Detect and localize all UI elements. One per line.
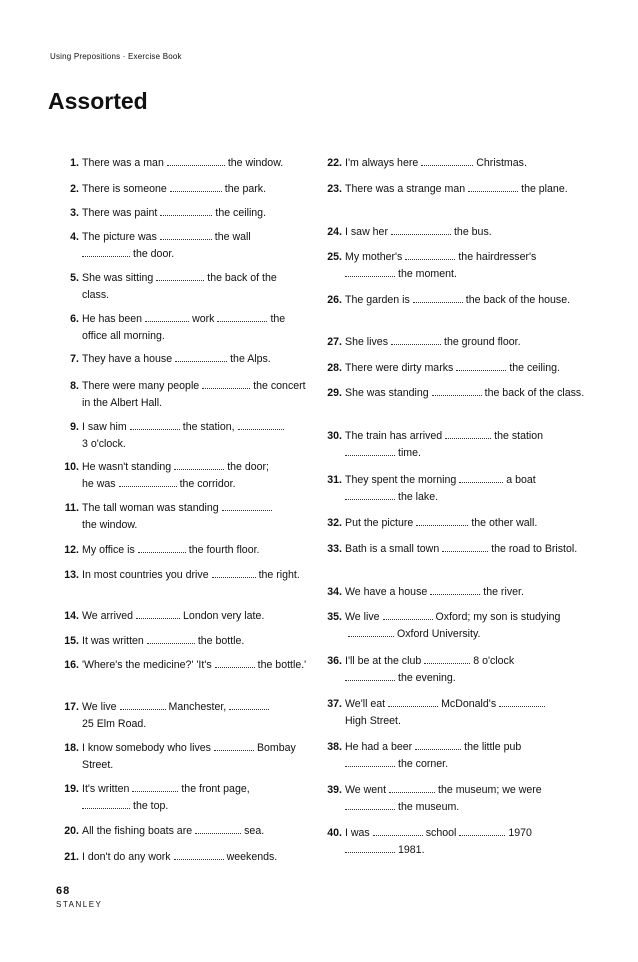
exercise-item: 8. There were many people the concert in the Albert Hall. [70, 380, 306, 409]
running-header: Using Prepositions · Exercise Book [50, 52, 182, 61]
exercise-item: 28. There were dirty marks the ceiling. [327, 362, 560, 374]
exercise-item: 4. The picture was the wall the door. [70, 231, 251, 260]
exercise-item: 27. She lives the ground floor. [327, 336, 521, 348]
answer-blank[interactable] [160, 229, 212, 240]
answer-blank[interactable] [348, 626, 394, 637]
answer-blank[interactable] [120, 699, 166, 710]
exercise-item: 16. 'Where's the medicine?' 'It's the bottle.' [64, 659, 307, 671]
answer-blank[interactable] [82, 798, 130, 809]
exercise-item: 7. They have a house the Alps. [70, 353, 271, 365]
answer-blank[interactable] [345, 266, 395, 277]
page-number: 68 [56, 885, 71, 897]
answer-blank[interactable] [430, 584, 480, 595]
exercise-item: 33. Bath is a small town the road to Bristol. [327, 543, 578, 555]
exercise-item: 30. The train has arrived the station time. [327, 430, 544, 459]
answer-blank[interactable] [212, 567, 256, 578]
exercise-item: 15. It was written the bottle. [64, 635, 245, 647]
answer-blank[interactable] [432, 385, 482, 396]
answer-blank[interactable] [383, 609, 433, 620]
exercise-item: 37. We'll eat McDonald's High Street. [321, 696, 589, 730]
answer-blank[interactable] [424, 653, 470, 664]
answer-blank[interactable] [373, 825, 423, 836]
exercise-item: 24. I saw her the bus. [327, 226, 492, 238]
answer-blank[interactable] [167, 155, 225, 166]
answer-blank[interactable] [499, 696, 545, 707]
answer-blank[interactable] [391, 224, 451, 235]
exercise-item: 1. There was a man the window. [70, 157, 284, 169]
exercise-item: 40. I was school 1970 1981. [327, 827, 532, 856]
answer-blank[interactable] [222, 500, 272, 511]
answer-blank[interactable] [459, 825, 505, 836]
exercise-item: 19. It's written the front page, the top. [64, 783, 250, 812]
answer-blank[interactable] [389, 782, 435, 793]
exercise-item: 11. The tall woman was standing the window. [58, 500, 310, 534]
exercise-item: 31. They spent the morning a boat the lake. [327, 474, 536, 503]
answer-blank[interactable] [195, 823, 241, 834]
exercise-item: 25. My mother's the hairdresser's the moment. [327, 251, 537, 280]
answer-blank[interactable] [421, 155, 473, 166]
answer-blank[interactable] [138, 542, 186, 553]
exercise-item: 17. We live Manchester, 25 Elm Road. [58, 699, 314, 733]
answer-blank[interactable] [214, 740, 254, 751]
answer-blank[interactable] [145, 311, 189, 322]
answer-blank[interactable] [174, 459, 224, 470]
answer-blank[interactable] [175, 351, 227, 362]
answer-blank[interactable] [170, 181, 222, 192]
exercise-item: 32. Put the picture the other wall. [327, 517, 538, 529]
exercise-item: 34. We have a house the river. [327, 586, 524, 598]
answer-blank[interactable] [388, 696, 438, 707]
answer-blank[interactable] [345, 799, 395, 810]
answer-blank[interactable] [416, 515, 468, 526]
answer-blank[interactable] [202, 378, 250, 389]
answer-blank[interactable] [391, 334, 441, 345]
exercise-item: 10. He wasn't standing the door; he was the corridor. [64, 461, 270, 490]
exercise-item: 5. She was sitting the back of the class. [70, 272, 277, 301]
answer-blank[interactable] [136, 608, 180, 619]
exercise-item: 38. He had a beer the little pub the corner. [327, 741, 522, 770]
answer-blank[interactable] [132, 781, 178, 792]
exercise-item: 22. I'm always here Christmas. [327, 157, 527, 169]
answer-blank[interactable] [415, 739, 461, 750]
answer-blank[interactable] [229, 699, 269, 710]
answer-blank[interactable] [468, 181, 518, 192]
exercise-item: 2. There is someone the park. [70, 183, 267, 195]
answer-blank[interactable] [459, 472, 503, 483]
answer-blank[interactable] [345, 756, 395, 767]
exercise-item: 39. We went the museum; we were the museum. [327, 784, 542, 813]
answer-blank[interactable] [456, 360, 506, 371]
answer-blank[interactable] [156, 270, 204, 281]
exercise-item: 36. I'll be at the club 8 o'clock the evening. [327, 655, 515, 684]
exercise-item: 13. In most countries you drive the right. [64, 569, 300, 581]
exercise-item: 29. She was standing the back of the class. [327, 387, 585, 399]
answer-blank[interactable] [174, 849, 224, 860]
answer-blank[interactable] [413, 292, 463, 303]
answer-blank[interactable] [442, 541, 488, 552]
answer-blank[interactable] [82, 246, 130, 257]
answer-blank[interactable] [238, 419, 284, 430]
answer-blank[interactable] [445, 428, 491, 439]
answer-blank[interactable] [160, 205, 212, 216]
publisher-name: STANLEY [56, 900, 103, 909]
exercise-item: 23. There was a strange man the plane. [327, 183, 568, 195]
exercise-item: 26. The garden is the back of the house. [327, 294, 571, 306]
exercise-item: 9. I saw him the station, 3 o'clock. [58, 419, 310, 453]
answer-blank[interactable] [119, 476, 177, 487]
answer-blank[interactable] [345, 489, 395, 500]
exercise-item: 18. I know somebody who lives Bombay Street. [64, 742, 296, 771]
page-title: Assorted [48, 88, 148, 114]
exercise-item: 35. We live Oxford; my son is studyingOxford University. [327, 611, 561, 640]
exercise-item: 14. We arrived London very late. [64, 610, 265, 622]
answer-blank[interactable] [215, 657, 255, 668]
answer-blank[interactable] [217, 311, 267, 322]
answer-blank[interactable] [345, 445, 395, 456]
answer-blank[interactable] [130, 419, 180, 430]
answer-blank[interactable] [345, 670, 395, 681]
answer-blank[interactable] [405, 249, 455, 260]
exercise-item: 3. There was paint the ceiling. [70, 207, 267, 219]
exercise-item: 21. I don't do any work weekends. [64, 851, 278, 863]
exercise-item: 12. My office is the fourth floor. [64, 544, 260, 556]
answer-blank[interactable] [345, 842, 395, 853]
exercise-item: 6. He has been work the office all morning. [70, 313, 286, 342]
exercise-item: 20. All the fishing boats are sea. [64, 825, 265, 837]
answer-blank[interactable] [147, 633, 195, 644]
